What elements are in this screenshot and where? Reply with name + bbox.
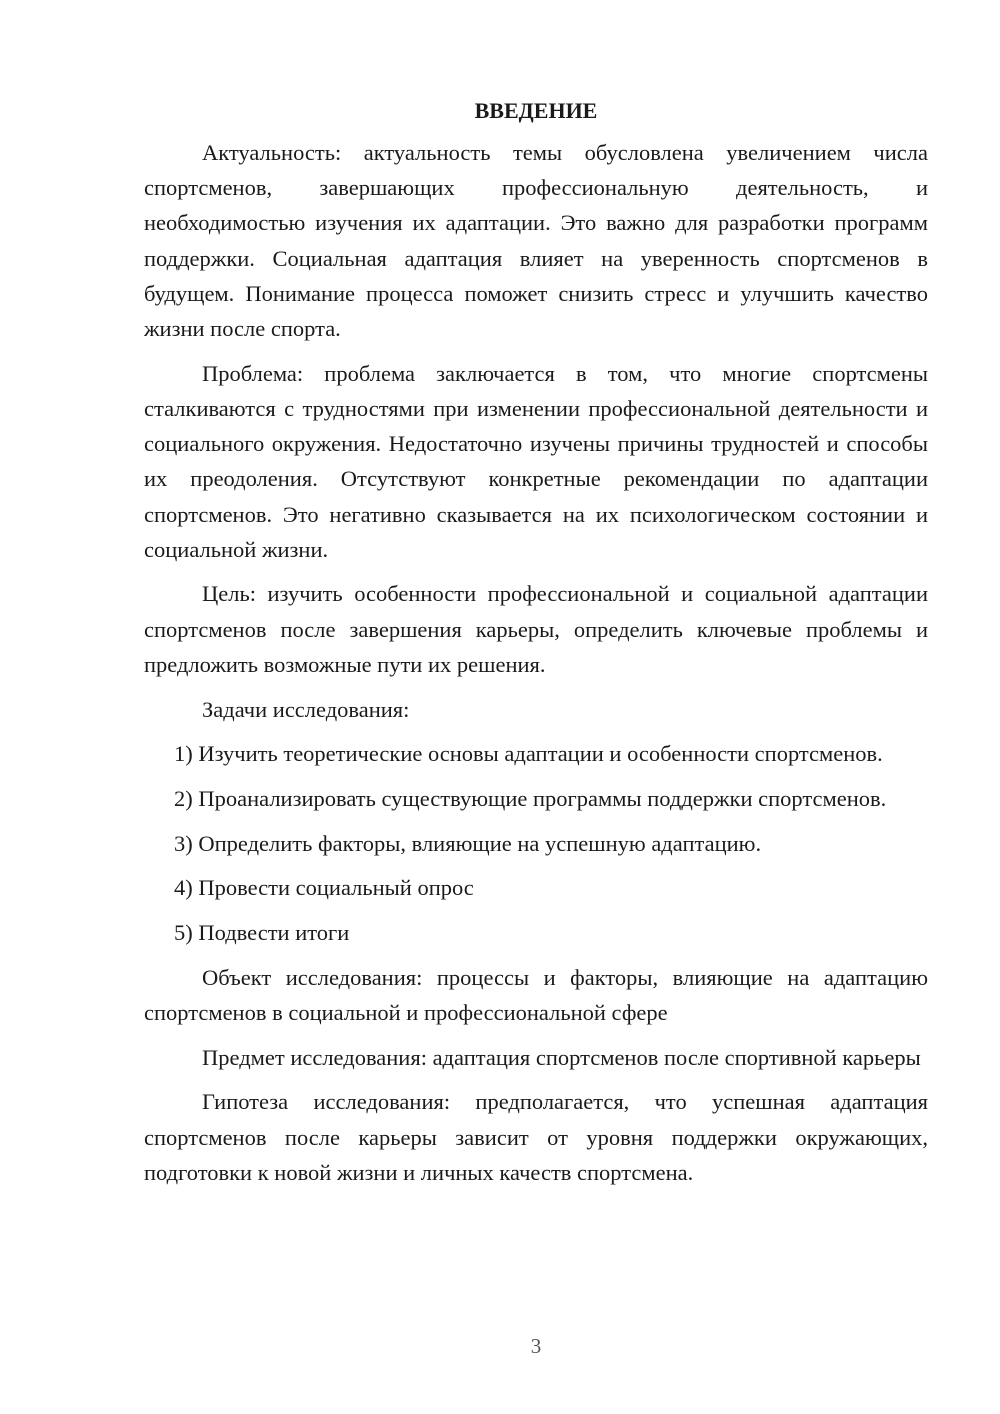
tasks-heading: Задачи исследования: (202, 696, 410, 722)
object-paragraph: Объект исследования: процессы и факторы, влияющие на адаптацию спортсменов в социальной и профессиональной сфере (144, 964, 928, 1025)
subject-paragraph: Предмет исследования: адаптация спортсменов после спортивной карьеры (202, 1044, 921, 1070)
goal-paragraph: Цель: изучить особенности профессиональной и социальной адаптации спортсменов после завершения карьеры, определить ключевые проблемы и предложить возможные пути их решения. (144, 581, 928, 677)
page-content (144, 93, 928, 1199)
task-item: 2) Проанализировать существующие программы поддержки спортсменов. (174, 785, 887, 811)
page-number: 3 (530, 1334, 542, 1358)
task-item: 5) Подвести итоги (174, 920, 350, 946)
task-item: 1) Изучить теоретические основы адаптации и особенности спортсменов. (174, 741, 883, 767)
relevance-paragraph: Актуальность: актуальность темы обусловлена увеличением числа спортсменов, завершающих профессиональную деятельность, и необходимостью изучения их адаптации. Это важно для разработки программ поддержки. Социальная адаптация влияет на уверенность спортсменов в будущем. Понимание процесса поможет снизить стресс и улучшить качество жизни после спорта. (144, 140, 928, 342)
task-item: 3) Определить факторы, влияющие на успешную адаптацию. (174, 830, 762, 856)
problem-paragraph: Проблема: проблема заключается в том, что многие спортсмены сталкиваются с трудностями при изменении профессиональной деятельности и социального окружения. Недостаточно изучены причины трудностей и способы их преодоления. Отсутствуют конкретные рекомендации по адаптации спортсменов. Это негативно сказывается на их психологическом состоянии и социальной жизни. (144, 360, 928, 562)
task-item: 4) Провести социальный опрос (174, 875, 474, 901)
hypothesis-paragraph: Гипотеза исследования: предполагается, что успешная адаптация спортсменов после карьеры зависит от уровня поддержки окружающих, подготовки к новой жизни и личных качеств спортсмена. (144, 1089, 928, 1185)
section-heading: ВВЕДЕНИЕ (474, 98, 598, 123)
